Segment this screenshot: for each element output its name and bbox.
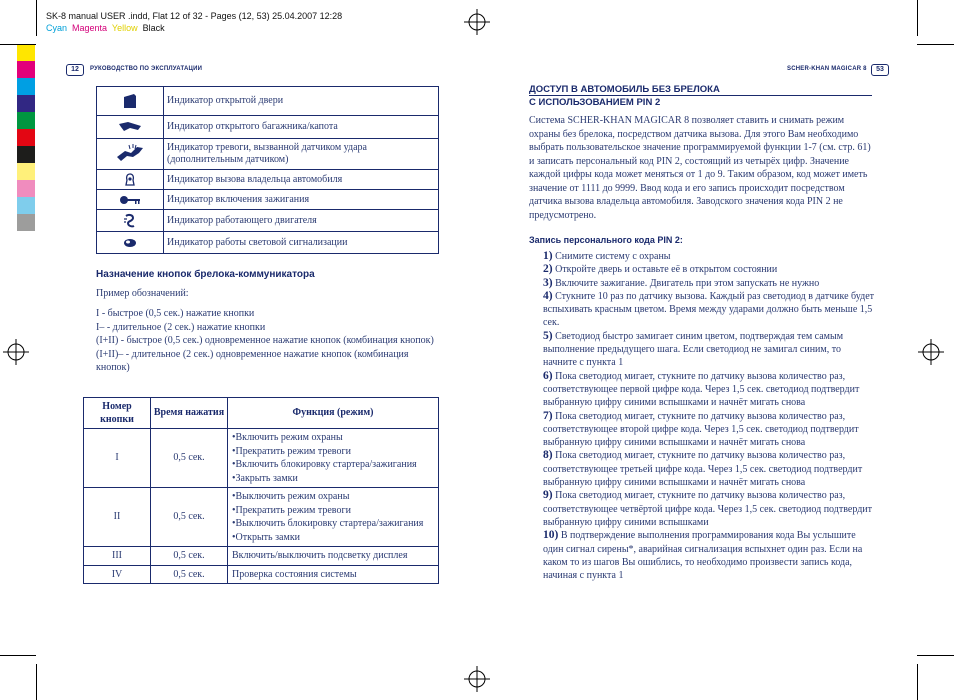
intro-paragraph: Система SCHER-KHAN MAGICAR 8 позволяет ставить и снимать режим охраны без брелока, посредством датчика вызова. Для этого Вам необходимо выбрать пользовательское значение программируемой функции 1-7 (см. стр. 61) и записать персональный код PIN 2, состоящий из четырёх цифр. Значение каждой цифры кода может меняться от 1 до 9. Таким образом, код может иметь значение от 1111 до 9999. Ввод кода и его запись происходит посредством датчика вызова владельца автомобиля. Заводского значения кода PIN 2 не предусмотрено.: [529, 115, 871, 221]
button-number: III: [84, 547, 151, 566]
icon-cell: [97, 139, 164, 170]
color-swatch: [17, 129, 35, 146]
slug-magenta: Magenta: [72, 23, 108, 33]
step-number: 2): [543, 263, 553, 276]
right-running-header: SCHER-KHAN MAGICAR 8: [787, 66, 867, 72]
crop-mark: [917, 0, 918, 36]
step-text: Пока светодиод мигает, стукните по датчику вызова количество раз, соответствующее третьей цифре кода. Через 1,5 сек. светодиод подтвердит выбранную цифру синими вспышками и начнёт мигать снова: [543, 450, 863, 489]
function-item: •Выключить режим охраны: [232, 491, 350, 502]
table-row: [84, 565, 439, 584]
step-text: Светодиод быстро замигает синим цветом, подтверждая тем самым выполнение предыдущего шага. Если светодиод не замигал синим, то начните с пункта 1: [543, 330, 844, 369]
function-item: •Прекратить режим тревоги: [232, 504, 351, 516]
step-text: Снимите систему с охраны: [555, 251, 671, 262]
icon-cell: [97, 170, 164, 190]
registration-mark-icon: [3, 339, 29, 365]
icon-cell: [97, 116, 164, 139]
step-number: 9): [543, 489, 553, 502]
crop-mark: [36, 0, 37, 36]
owner-call-icon: [124, 173, 136, 187]
function-cell: [228, 429, 439, 488]
step-text: В подтверждение выполнения программирования кода Вы услышите один сигнал сирены*, аварийная сигнализация вспыхнет один раз. Если на каком то из шагов Вы ошиблись, то необходимо произвести запись кода, начиная с пункта 1: [543, 530, 863, 582]
table-header-row: [84, 398, 439, 429]
color-swatch: [17, 78, 35, 95]
table-row: [84, 488, 439, 547]
function-item: •Прекратить режим тревоги: [232, 445, 351, 457]
table-row: [97, 87, 439, 116]
button-number: II: [84, 488, 151, 547]
step-text: Стукните 10 раз по датчику вызова. Каждый раз светодиод в датчике будет вспыхивать красным цветом. Время между ударами должно быть меньше 1,5 сек.: [543, 290, 874, 329]
table-row: [84, 547, 439, 566]
step-text: Включите зажигание. Двигатель при этом запускать не нужно: [555, 277, 820, 289]
function-item: •Закрыть замки: [232, 472, 298, 484]
pin-heading: Запись персонального кода PIN 2:: [529, 235, 683, 245]
list-item: [529, 290, 874, 330]
function-item: •Включить режим охраны: [232, 432, 343, 443]
ignition-key-icon: [119, 194, 141, 206]
slug-black: Black: [142, 23, 165, 33]
list-item: [529, 489, 874, 529]
light-signal-icon: [123, 238, 137, 248]
pin-steps-list: [529, 250, 874, 582]
indicator-label: Индикатор открытого багажника/капота: [164, 116, 439, 139]
list-item: [529, 529, 874, 582]
left-running-header: РУКОВОДСТВО ПО ЭКСПЛУАТАЦИИ: [90, 66, 203, 72]
function-item: •Выключить блокировку стартера/зажигания: [232, 518, 424, 529]
color-swatch: [17, 180, 35, 197]
icon-cell: [97, 190, 164, 210]
slug-file-info: SK-8 manual USER .indd, Flat 12 of 32 - Pages (12, 53) 25.04.2007 12:28: [46, 11, 343, 21]
indicator-label: Индикатор работы световой сигнализации: [164, 232, 439, 254]
table-row: [97, 232, 439, 254]
table-row: [84, 429, 439, 488]
step-text: Пока светодиод мигает, стукните по датчику вызова количество раз, соответствующее первой цифре кода. Через 1,5 сек. светодиод подтвердит выбранную цифру синими вспышками и начнёт мигать снова: [543, 370, 860, 409]
notation-item: I - быстрое (0,5 сек.) нажатие кнопки: [96, 308, 255, 319]
column-header: Время нажатия: [151, 398, 228, 429]
function-cell: [228, 488, 439, 547]
crop-mark: [0, 655, 36, 656]
registration-mark-icon: [464, 9, 490, 35]
color-swatch: [17, 44, 35, 61]
color-swatch: [17, 112, 35, 129]
step-number: 4): [543, 289, 553, 302]
crop-mark: [917, 44, 954, 45]
step-text: Пока светодиод мигает, стукните по датчику вызова количество раз, соответствующее четвёртой цифре кода. Через 1,5 сек. светодиод подтвердит выбранную цифру синими вспышками: [543, 490, 873, 528]
buttons-heading: Назначение кнопок брелока-коммуникатора: [96, 269, 315, 280]
column-header: Номер кнопки: [84, 398, 151, 429]
notation-list: [96, 307, 436, 375]
indicator-label: Индикатор вызова владельца автомобиля: [164, 170, 439, 190]
indicators-table: [96, 86, 439, 254]
icon-cell: [97, 210, 164, 232]
section-title-line1: ДОСТУП В АВТОМОБИЛЬ БЕЗ БРЕЛОКА: [529, 84, 720, 95]
table-row: [97, 170, 439, 190]
engine-running-icon: [123, 213, 137, 229]
notation-item: I– - длительное (2 сек.) нажатие кнопки: [96, 321, 266, 333]
crop-mark: [917, 655, 954, 656]
button-number: I: [84, 429, 151, 488]
step-number: 7): [543, 409, 553, 422]
function-item: •Включить блокировку стартера/зажигания: [232, 459, 417, 470]
button-functions-table: [83, 397, 439, 584]
right-page-number: 53: [871, 64, 889, 76]
section-title-line2: С ИСПОЛЬЗОВАНИЕМ PIN 2: [529, 97, 661, 108]
press-time: 0,5 сек.: [151, 565, 228, 584]
door-open-icon: [122, 93, 138, 109]
table-row: [97, 210, 439, 232]
step-number: 5): [543, 329, 553, 342]
list-item: [529, 250, 874, 263]
step-number: 10): [543, 529, 559, 542]
list-item: [529, 263, 874, 276]
color-swatch: [17, 95, 35, 112]
list-item: [529, 449, 874, 489]
crop-mark: [917, 664, 918, 700]
notation-item: (I+II) - быстрое (0,5 сек.) одновременное нажатие кнопок (комбинация кнопок): [96, 335, 434, 346]
function-cell: Включить/выключить подсветку дисплея: [228, 547, 439, 566]
step-number: 1): [543, 250, 553, 262]
indicator-label: Индикатор работающего двигателя: [164, 210, 439, 232]
indicator-label: Индикатор включения зажигания: [164, 190, 439, 210]
press-time: 0,5 сек.: [151, 488, 228, 547]
color-swatch: [17, 146, 35, 163]
registration-mark-icon: [464, 666, 490, 692]
table-row: [97, 116, 439, 139]
press-time: 0,5 сек.: [151, 429, 228, 488]
color-swatch: [17, 61, 35, 78]
print-slug: [46, 10, 342, 34]
slug-yellow: Yellow: [111, 23, 138, 33]
crop-mark: [36, 664, 37, 700]
step-number: 8): [543, 449, 553, 462]
title-underline: [529, 95, 872, 96]
notation-item: (I+II)– - длительное (2 сек.) одновременное нажатие кнопок (комбинация кнопок): [96, 348, 409, 373]
notation-intro: Пример обозначений:: [96, 288, 189, 299]
color-swatch: [17, 163, 35, 180]
slug-separations: [46, 22, 342, 34]
column-header: Функция (режим): [228, 398, 439, 429]
slug-cyan: Cyan: [46, 23, 68, 33]
list-item: [529, 277, 874, 290]
button-number: IV: [84, 565, 151, 584]
step-text: Пока светодиод мигает, стукните по датчику вызова количество раз, соответствующее второй цифре кода. Через 1,5 сек. светодиод подтвердит выбранную цифру синими вспышками и начнёт мигать снова: [543, 410, 859, 449]
alarm-sensor-icon: [115, 143, 145, 165]
registration-mark-icon: [918, 339, 944, 365]
trunk-open-icon: [118, 121, 142, 133]
list-item: [529, 330, 874, 370]
icon-cell: [97, 87, 164, 116]
press-time: 0,5 сек.: [151, 547, 228, 566]
function-item: •Открыть замки: [232, 531, 301, 543]
icon-cell: [97, 232, 164, 254]
list-item: [529, 370, 874, 410]
table-row: [97, 190, 439, 210]
step-number: 6): [543, 369, 553, 382]
crop-mark: [0, 44, 36, 45]
color-swatch: [17, 214, 35, 231]
step-text: Откройте дверь и оставьте её в открытом состоянии: [555, 264, 778, 276]
left-page-number: 12: [66, 64, 84, 76]
function-cell: Проверка состояния системы: [228, 565, 439, 584]
indicator-label: Индикатор тревоги, вызванной датчиком удара (дополнительным датчиком): [164, 139, 439, 170]
list-item: [529, 410, 874, 450]
color-swatch: [17, 197, 35, 214]
indicator-label: Индикатор открытой двери: [164, 87, 439, 116]
table-row: [97, 139, 439, 170]
step-number: 3): [543, 276, 553, 289]
